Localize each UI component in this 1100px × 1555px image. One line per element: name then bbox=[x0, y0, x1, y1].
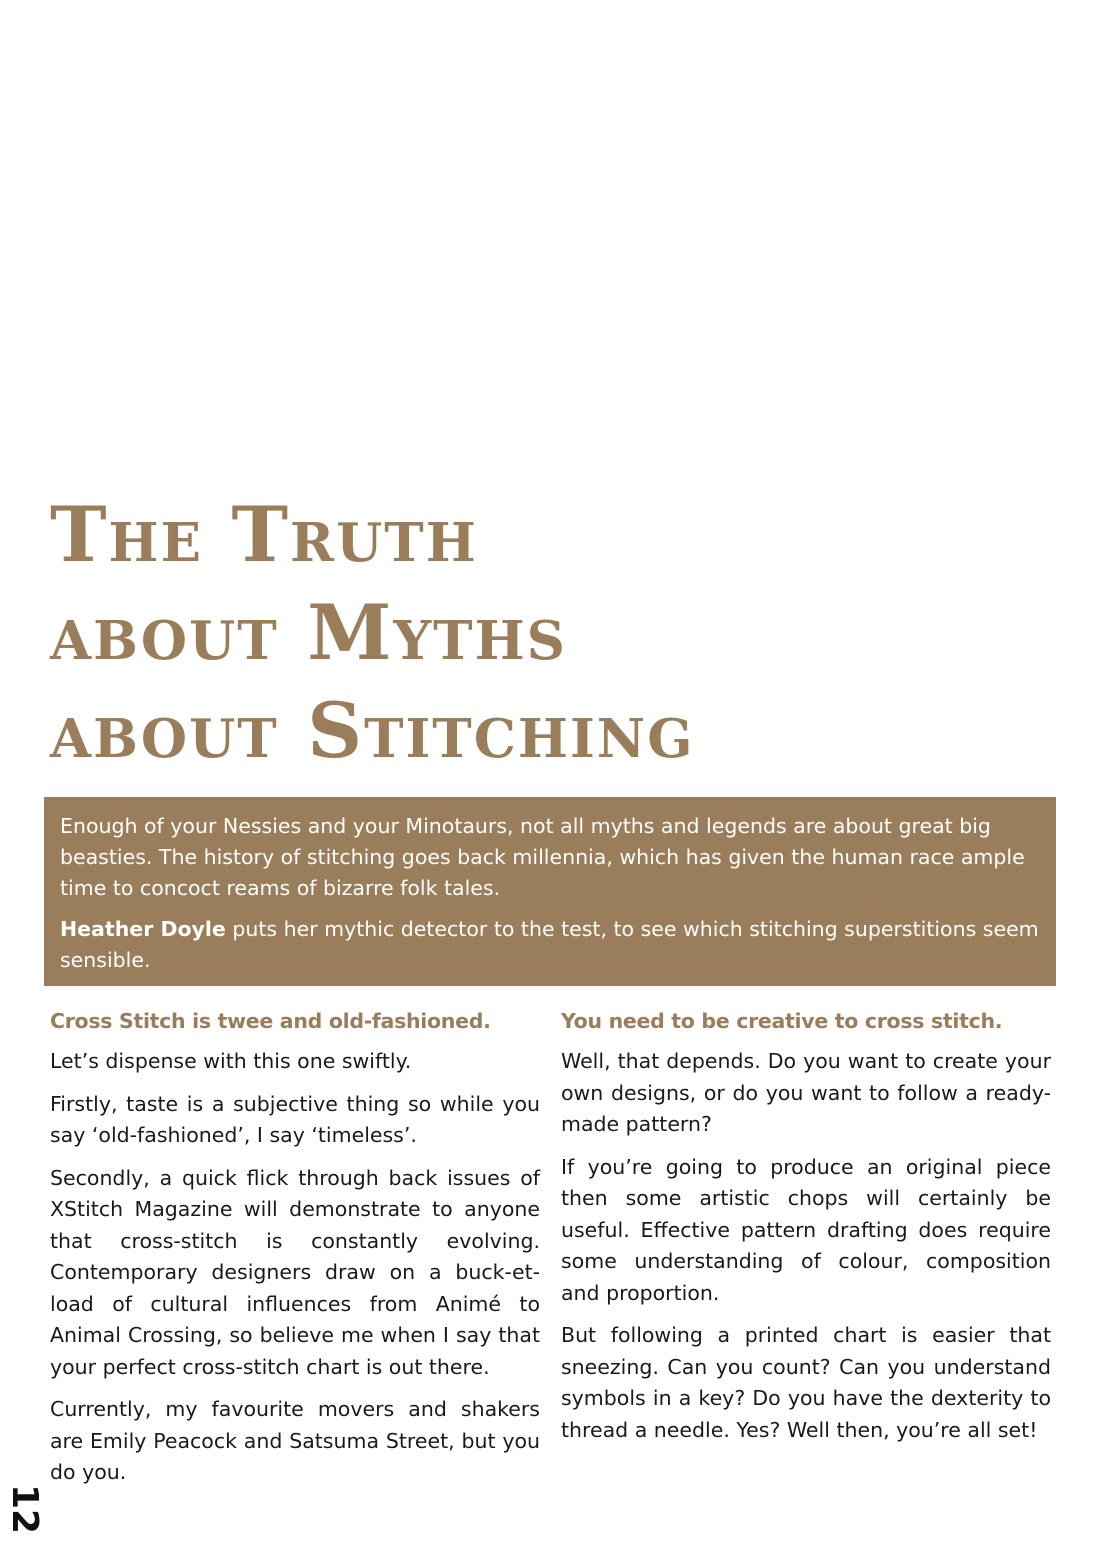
title-line-3: about Stitching bbox=[50, 686, 695, 775]
intro-byline bbox=[60, 914, 1040, 976]
left-paragraph-1: Let’s dispense with this one swiftly. bbox=[50, 1049, 412, 1073]
title-line-1: The Truth bbox=[50, 490, 478, 579]
right-column-heading: You need to be creative to cross stitch. bbox=[561, 1009, 1003, 1033]
left-paragraph-3: Secondly, a quick flick through back issues of XStitch Magazine will demonstrate to anyone that cross-stitch is constantly evolving. Contemporary designers draw on a buck-et-load of cultural influences from Animé to Animal Crossing, so believe me when I say that your perfect cross-stitch chart is out there. bbox=[50, 1165, 540, 1379]
right-paragraph-3: But following a printed chart is easier that sneezing. Can you count? Can you understand symbols in a key? Do you have the dexterity to thread a needle. Yes? Well then, you’re all set! bbox=[561, 1323, 1051, 1442]
right-paragraph-1: Well, that depends. Do you want to create your own designs, or do you want to follow a ready-made pattern? bbox=[561, 1049, 1051, 1136]
left-column-heading: Cross Stitch is twee and old-fashioned. bbox=[50, 1009, 491, 1033]
left-paragraph-2: Firstly, taste is a subjective thing so while you say ‘old-fashioned’, I say ‘timeless’. bbox=[50, 1091, 540, 1147]
intro-box bbox=[44, 797, 1056, 986]
byline-text: puts her mythic detector to the test, to see which stitching superstitions seem sensible. bbox=[60, 917, 1039, 972]
author-name: Heather Doyle bbox=[60, 917, 226, 941]
article-title bbox=[50, 486, 1070, 780]
title-line-2: about Myths bbox=[50, 588, 567, 677]
intro-paragraph: Enough of your Nessies and your Minotaurs, not all myths and legends are about great big beasties. The history of stitching goes back millennia, which has given the human race ample time to concoct reams of bizarre folk tales. bbox=[60, 814, 1025, 900]
left-paragraph-4: Currently, my favourite movers and shakers are Emily Peacock and Satsuma Street, but you do you. bbox=[50, 1397, 540, 1484]
page-number: 12 bbox=[4, 1484, 45, 1535]
right-column bbox=[561, 1006, 1051, 1457]
right-paragraph-2: If you’re going to produce an original piece then some artistic chops will certainly be useful. Effective pattern drafting does require some understanding of colour, composition and proportion. bbox=[561, 1154, 1051, 1305]
left-column bbox=[50, 1006, 540, 1500]
